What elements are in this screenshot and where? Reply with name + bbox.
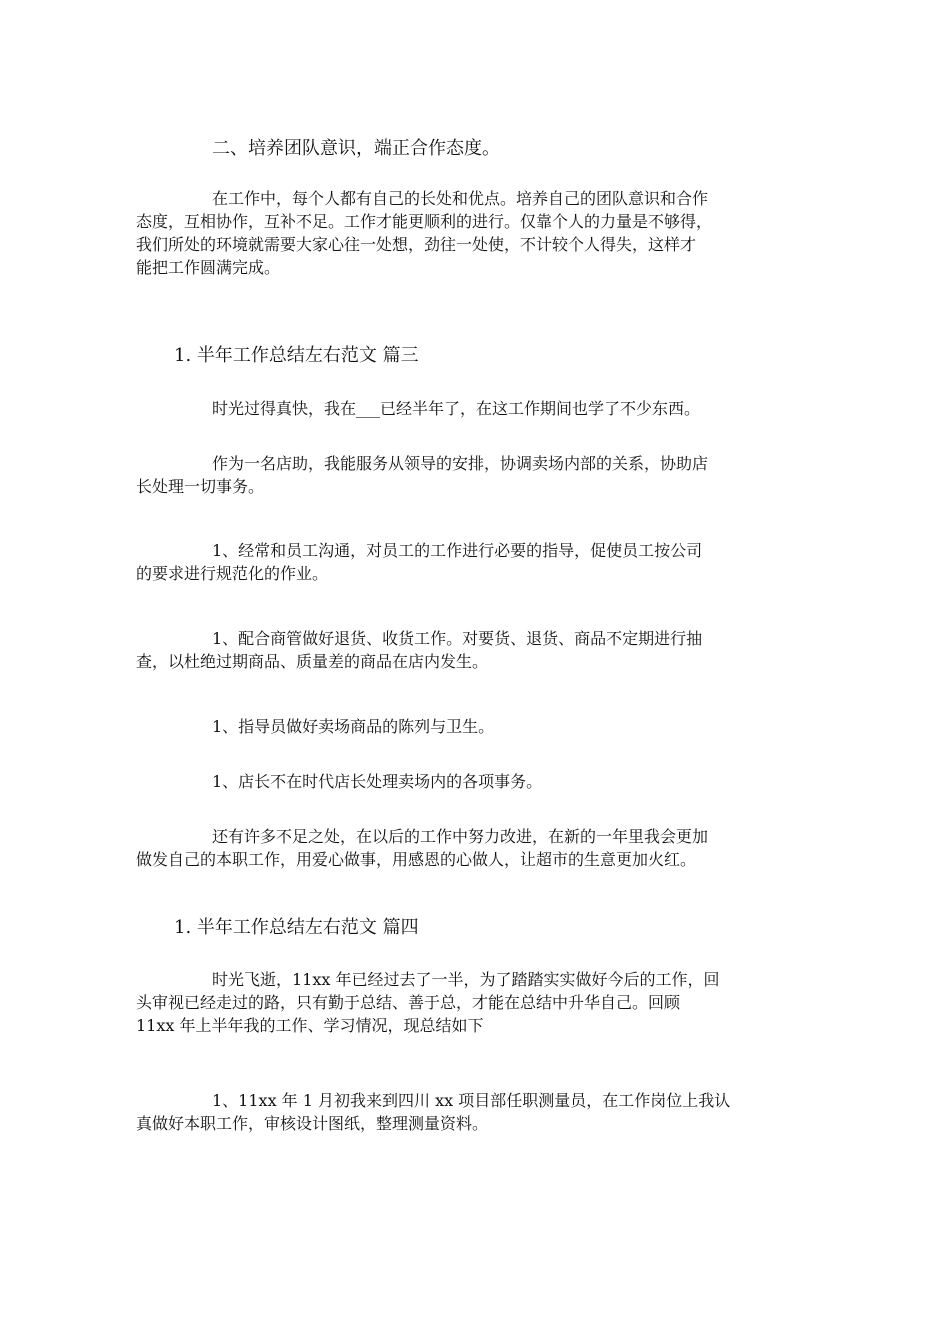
text-line: 态度，互相协作，互补不足。工作才能更顺利的进行。仅靠个人的力量是不够得， (136, 212, 713, 231)
text-line: 时光飞逝，11xx 年已经过去了一半，为了踏踏实实做好今后的工作，回 (212, 970, 720, 989)
paragraph-communication (136, 538, 702, 584)
text-line: 1、11xx 年 1 月初我来到四川 xx 项目部任职测量员，在工作岗位上我认 (212, 1091, 731, 1110)
paragraph-improvement (136, 824, 708, 870)
text-line: 做发自己的本职工作，用爱心做事，用感恩的心做人，让超市的生意更加火红。 (136, 850, 697, 869)
paragraph-returns (136, 626, 702, 672)
text-line: 能把工作圆满完成。 (136, 258, 281, 277)
paragraph-time-flies (136, 396, 700, 419)
paragraph-teamwork (136, 186, 712, 278)
text-line: 我们所处的环境就需要大家心往一处想，劲往一处使，不计较个人得失，这样才 (136, 235, 697, 254)
paragraph-display (136, 714, 494, 737)
text-line: 二、培养团队意识，端正合作态度。 (212, 138, 500, 159)
text-line: 11xx 年上半年我的工作、学习情况，现总结如下 (136, 1016, 484, 1035)
section-heading-part4: 1. 半年工作总结左右范文 篇四 (174, 917, 419, 938)
paragraph-assistant-role (136, 451, 708, 497)
text-line: 在工作中，每个人都有自己的长处和优点。培养自己的团队意识和合作 (212, 189, 709, 208)
text-line: 查，以杜绝过期商品、质量差的商品在店内发生。 (136, 652, 489, 671)
section-heading-team (212, 132, 500, 166)
text-line: 1、配合商管做好退货、收货工作。对要货、退货、商品不定期进行抽 (212, 629, 703, 648)
text-line: 1、指导员做好卖场商品的陈列与卫生。 (212, 717, 495, 736)
section-heading-part3: 1. 半年工作总结左右范文 篇三 (174, 345, 419, 366)
paragraph-acting-manager (136, 769, 542, 792)
text-line: 头审视已经走过的路，只有勤于总结、善于总，才能在总结中升华自己。回顾 (136, 993, 681, 1012)
text-line: 还有许多不足之处，在以后的工作中努力改进，在新的一年里我会更加 (212, 827, 709, 846)
text-line: 1、店长不在时代店长处理卖场内的各项事务。 (212, 772, 543, 791)
text-line: 的要求进行规范化的作业。 (136, 564, 329, 583)
text-line: 1、经常和员工沟通，对员工的工作进行必要的指导，促使员工按公司 (212, 541, 703, 560)
paragraph-review (136, 967, 720, 1036)
text-line: 作为一名店助，我能服务从领导的安排，协调卖场内部的关系，协助店 (212, 454, 709, 473)
text-line: 时光过得真快，我在___已经半年了，在这工作期间也学了不少东西。 (212, 399, 701, 418)
text-line: 长处理一切事务。 (136, 477, 265, 496)
paragraph-surveyor (136, 1088, 730, 1134)
text-line: 真做好本职工作，审核设计图纸，整理测量资料。 (136, 1114, 489, 1133)
